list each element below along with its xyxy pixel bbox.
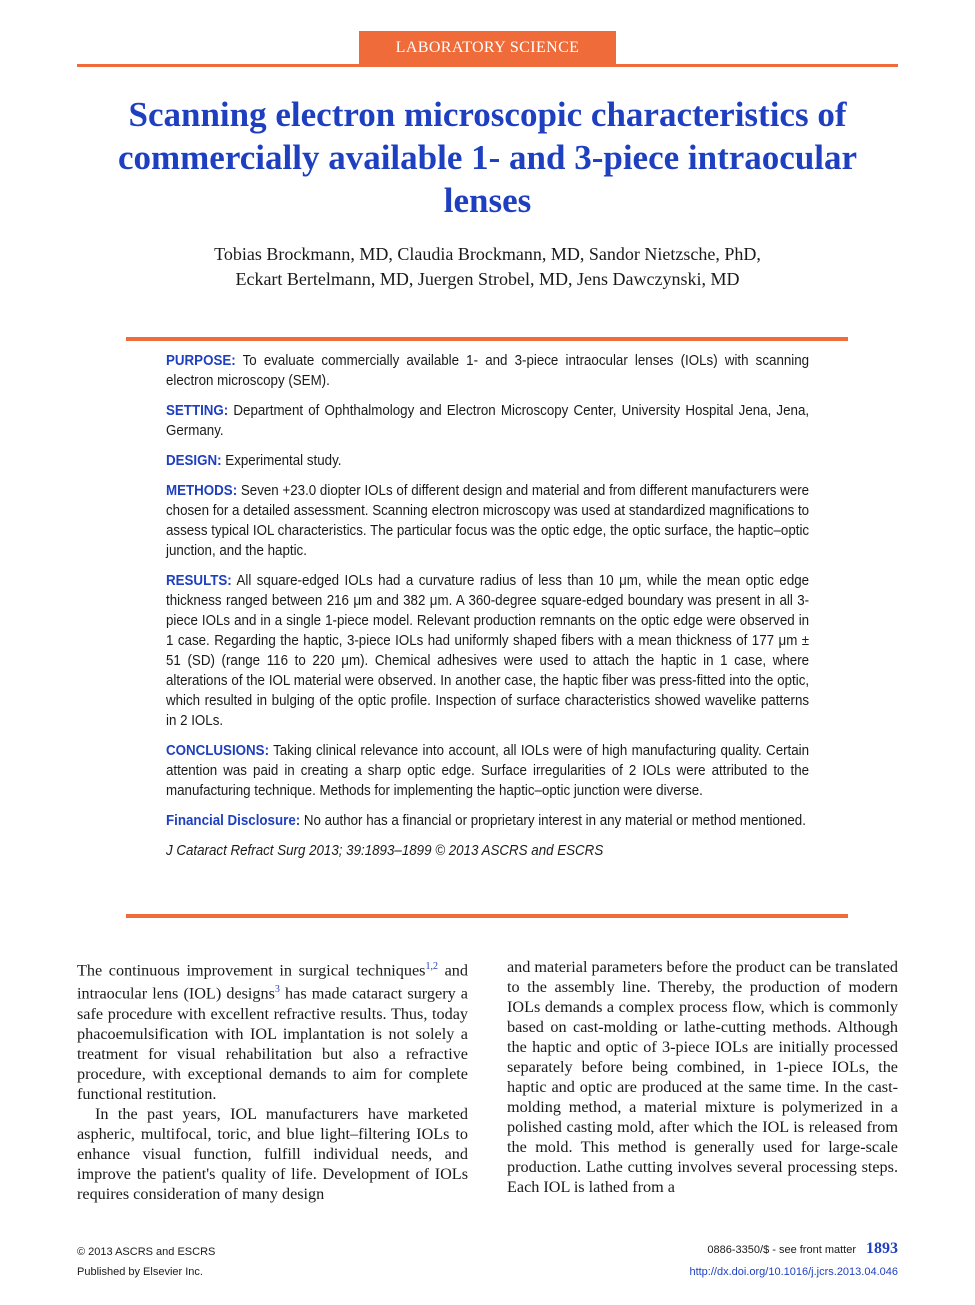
design-text: Experimental study. (225, 453, 342, 469)
reference-link[interactable]: 1,2 (425, 961, 438, 972)
conclusions-label: CONCLUSIONS: (166, 743, 270, 759)
body-paragraph: In the past years, IOL manufacturers have marketed aspheric, multifocal, toric, and blue light–filtering IOLs to enhance visual function, fulfill individual needs, and improve the patient's quality of life. Development of IOLs requires consideration of many design (77, 1104, 468, 1203)
abstract-setting (166, 401, 809, 441)
setting-text: Department of Ophthalmology and Electron Microscopy Center, University Hospital Jena, Jena, Germany. (166, 403, 810, 439)
methods-text: Seven +23.0 diopter IOLs of different design and material and from different manufacturers were chosen for a detailed assessment. Scanning electron microscopy was used at standardized magnifications to assess typical IOL characteristics. The particular focus was the optic edge, the optic surface, the haptic–optic junction, and the haptic. (166, 483, 810, 559)
results-label: RESULTS: (166, 573, 232, 589)
abstract (166, 351, 809, 871)
header-rule (77, 64, 898, 67)
body-paragraph (77, 957, 468, 1104)
design-label: DESIGN: (166, 453, 222, 469)
abstract-top-rule (126, 337, 848, 341)
authors-line-2: Eckart Bertelmann, MD, Juergen Strobel, MD, Jens Dawczynski, MD (235, 269, 740, 289)
issn-line (560, 1238, 898, 1261)
disclosure-label: Financial Disclosure: (166, 813, 301, 829)
abstract-purpose (166, 351, 809, 391)
author-list (77, 242, 898, 292)
body-text: and intraocular lens (IOL) designs (77, 961, 468, 1003)
article-title: Scanning electron microscopic characteristics of commercially available 1- and 3-piece intraocular lenses (117, 95, 858, 220)
body-column-left (77, 957, 468, 1204)
abstract-results (166, 571, 809, 731)
body-column-right (507, 957, 898, 1197)
publisher: Published by Elsevier Inc. (77, 1266, 203, 1278)
disclosure-text: No author has a financial or proprietary interest in any material or method mentioned. (303, 813, 806, 829)
abstract-conclusions (166, 741, 809, 801)
body-text: The continuous improvement in surgical techniques (77, 961, 426, 980)
abstract-design (166, 451, 809, 471)
copyright: © 2013 ASCRS and ESCRS (77, 1246, 216, 1258)
reference-link[interactable]: 3 (274, 984, 280, 996)
footer-right (560, 1238, 898, 1283)
abstract-methods (166, 481, 809, 561)
section-label: LABORATORY SCIENCE (359, 31, 616, 64)
purpose-label: PURPOSE: (166, 353, 236, 369)
abstract-disclosure (166, 811, 809, 831)
page-number: 1893 (866, 1240, 898, 1257)
results-text: All square-edged IOLs had a curvature radius of less than 10 μm, while the mean optic edge thickness ranged between 216 μm and 382 μm. A 360-degree square-edged boundary was present in all 3-piece IOLs and in a single 1-piece model. Relevant production remnants on the optic edge were observed in 1 case. Regarding the haptic, 3-piece IOLs had uniformly shaped fibers with a mean thickness of 177 μm ± 51 (SD) (range 116 to 220 μm). Chemical adhesives were used to attach the haptic in 1 case, where alterations of the IOL material were observed. In another case, the haptic fiber was press-fitted into the optic, which resulted in bulging of the optic profile. Inspection of surface characteristics showed wavelike patterns in 2 IOLs. (166, 573, 810, 729)
authors-line-1: Tobias Brockmann, MD, Claudia Brockmann, MD, Sandor Nietzsche, PhD, (214, 244, 761, 264)
issn: 0886-3350/$ - see front matter (707, 1244, 856, 1256)
purpose-text: To evaluate commercially available 1- and 3-piece intraocular lenses (IOLs) with scanning electron microscopy (SEM). (166, 353, 810, 389)
body-paragraph: and material parameters before the product can be translated to the assembly line. Thereby, the production of modern IOLs demands a complex process flow, which is commonly based on cast-molding or lathe-cutting methods. Although the haptic and optic of 3-piece IOLs are initially processed separately before being combined, in 1-piece IOLs, the haptic and optic are produced at the same time. In the cast-molding method, a material mixture is polymerized in a polished casting mold, after which the IOL is released from the mold. This method is generally used for large-scale production. Lathe cutting involves several processing steps. Each IOL is lathed from a (507, 958, 899, 1196)
setting-label: SETTING: (166, 403, 229, 419)
footer-left (77, 1242, 215, 1282)
doi-link[interactable]: http://dx.doi.org/10.1016/j.jcrs.2013.04.046 (689, 1266, 898, 1278)
body-text: has made cataract surgery a safe procedure with excellent refractive results. Thus, today phacoemulsification with IOL implantation is not solely a treatment for visual rehabilitation but also a refractive procedure, with exceptional demands to aim for complete functional restitution. (77, 984, 468, 1103)
abstract-bottom-rule (126, 914, 848, 918)
conclusions-text: Taking clinical relevance into account, all IOLs were of high manufacturing quality. Certain attention was paid in creating a sharp optic edge. Surface irregularities of 2 IOLs were attributed to the manufacturing technique. Methods for implementing the haptic–optic junction were diverse. (166, 743, 810, 799)
citation: J Cataract Refract Surg 2013; 39:1893–1899 © 2013 ASCRS and ESCRS (166, 843, 604, 859)
methods-label: METHODS: (166, 483, 238, 499)
